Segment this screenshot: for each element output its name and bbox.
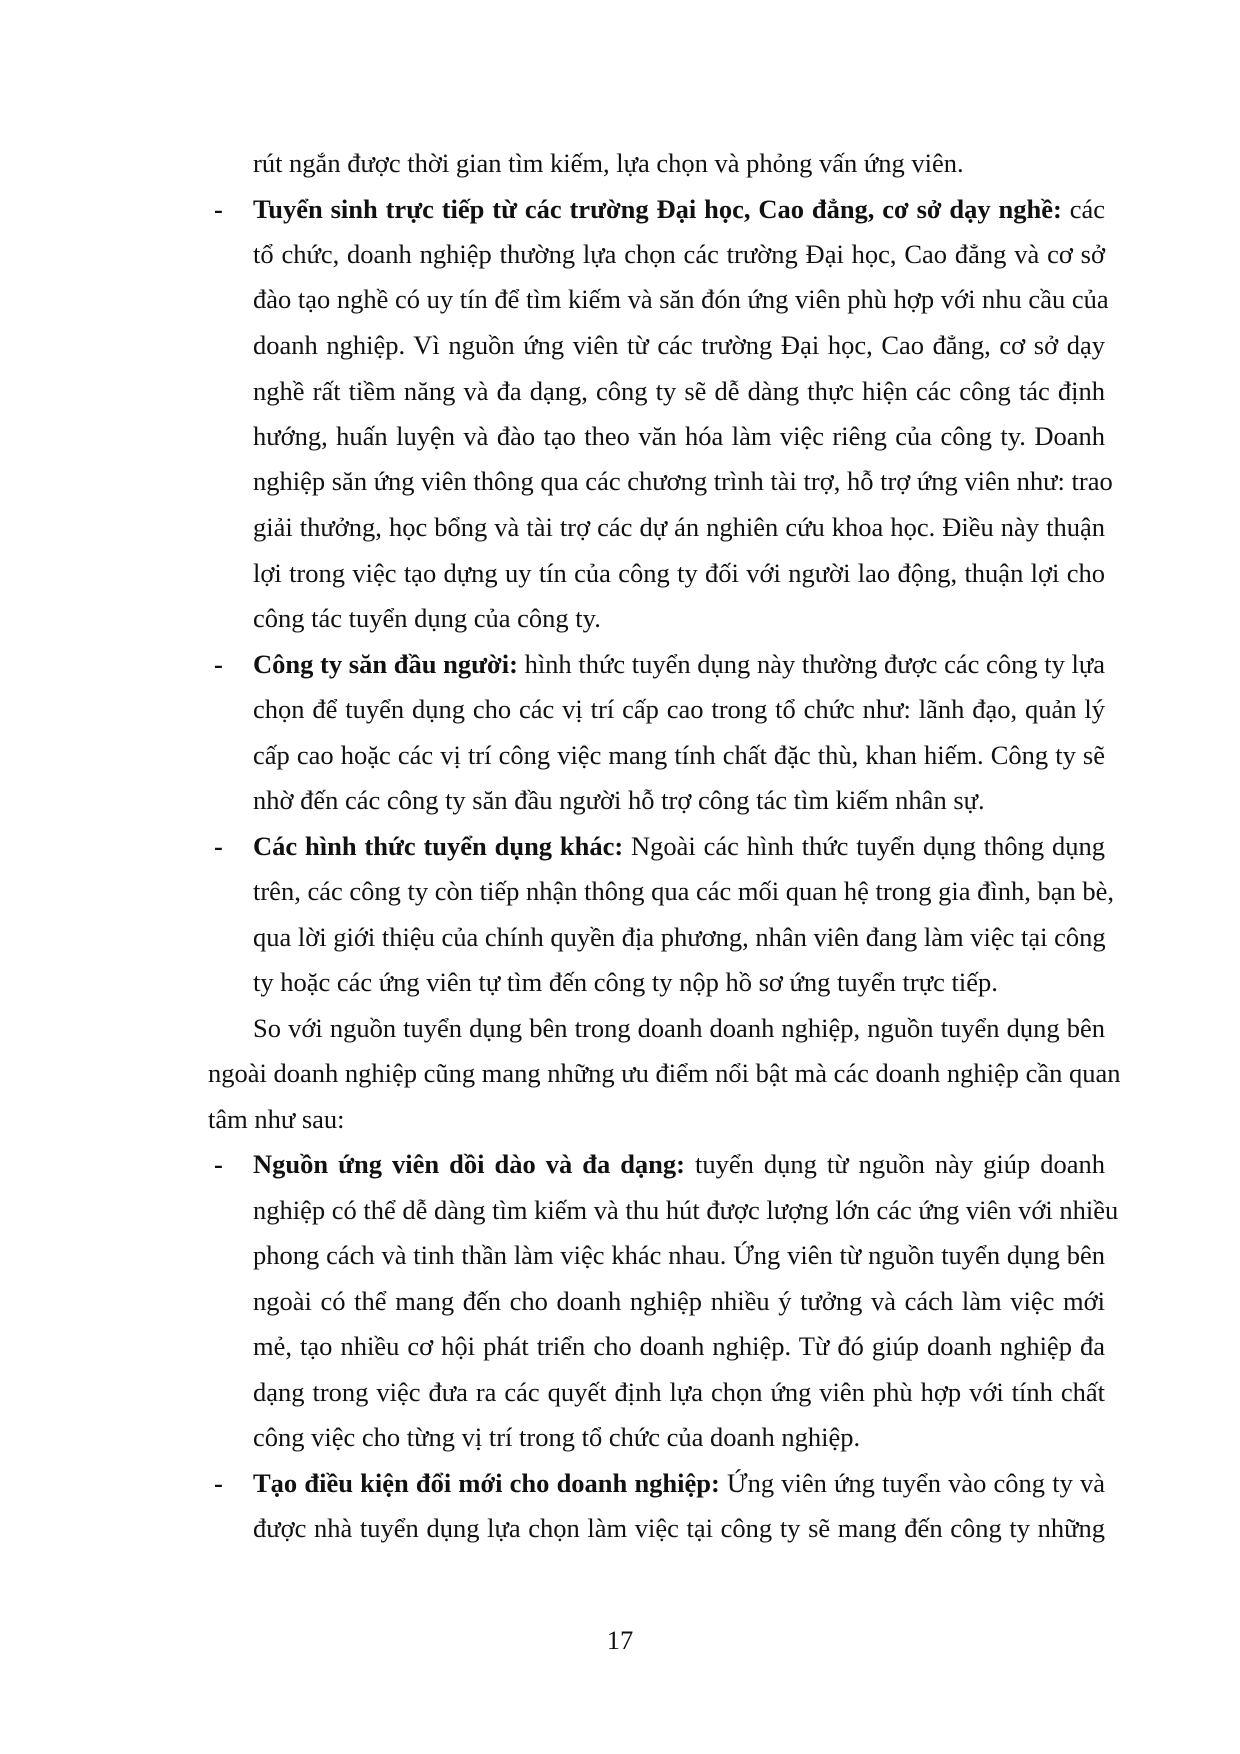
bullet-1-heading: Tuyển sinh trực tiếp từ các trường Đại học, Cao đẳng, cơ sở dạy nghề: — [253, 194, 1062, 224]
text-line: lợi trong việc tạo dựng uy tín của công ty đối với người lao động, thuận lợi cho — [253, 558, 1105, 588]
text-run: Ngoài các hình thức tuyển dụng thông dụng — [623, 831, 1105, 861]
text-line: nghiệp có thể dễ dàng tìm kiếm và thu hút được lượng lớn các ứng viên với nhiều — [253, 1195, 1119, 1225]
bullet-5-first-line — [253, 1468, 1105, 1498]
text-line: tâm như sau: — [208, 1104, 345, 1134]
text-line: rút ngắn được thời gian tìm kiếm, lựa chọn và phỏng vấn ứng viên. — [253, 148, 964, 178]
text-run: hình thức tuyển dụng này thường được các công ty lựa — [517, 649, 1106, 679]
text-line: nghề rất tiềm năng và đa dạng, công ty sẽ dễ dàng thực hiện các công tác định — [253, 376, 1105, 406]
text-line: ty hoặc các ứng viên tự tìm đến công ty nộp hồ sơ ứng tuyển trực tiếp. — [253, 967, 998, 997]
text-line: dạng trong việc đưa ra các quyết định lựa chọn ứng viên phù hợp với tính chất — [253, 1377, 1105, 1407]
text-line: ngoài doanh nghiệp cũng mang những ưu điểm nổi bật mà các doanh nghiệp cần quan — [208, 1058, 1121, 1088]
text-line: được nhà tuyển dụng lựa chọn làm việc tại công ty sẽ mang đến công ty những — [253, 1513, 1105, 1543]
bullet-2-first-line — [253, 649, 1105, 679]
text-line: mẻ, tạo nhiều cơ hội phát triển cho doanh nghiệp. Từ đó giúp doanh nghiệp đa — [253, 1331, 1105, 1361]
text-run: các — [1061, 194, 1105, 224]
text-line: cấp cao hoặc các vị trí công việc mang tính chất đặc thù, khan hiếm. Công ty sẽ — [253, 740, 1105, 770]
text-run: tuyển dụng từ nguồn này giúp doanh — [685, 1149, 1105, 1179]
text-line: nhờ đến các công ty săn đầu người hỗ trợ công tác tìm kiếm nhân sự. — [253, 785, 985, 815]
text-line: đào tạo nghề có uy tín để tìm kiếm và săn đón ứng viên phù hợp với nhu cầu của — [253, 284, 1109, 314]
bullet-4-heading: Nguồn ứng viên dồi dào và đa dạng: — [253, 1149, 685, 1179]
text-line: phong cách và tinh thần làm việc khác nhau. Ứng viên từ nguồn tuyển dụng bên — [253, 1240, 1105, 1270]
page-number: 17 — [606, 1625, 634, 1655]
text-line: trên, các công ty còn tiếp nhận thông qua các mối quan hệ trong gia đình, bạn bè, — [253, 876, 1114, 906]
text-line: hướng, huấn luyện và đào tạo theo văn hóa làm việc riêng của công ty. Doanh — [253, 421, 1105, 451]
text-line: giải thưởng, học bổng và tài trợ các dự án nghiên cứu khoa học. Điều này thuận — [253, 512, 1105, 542]
text-line: công tác tuyển dụng của công ty. — [253, 603, 601, 633]
bullet-dash: - — [214, 649, 223, 679]
text-line: nghiệp săn ứng viên thông qua các chương trình tài trợ, hỗ trợ ứng viên như: trao — [253, 466, 1113, 496]
bullet-5-heading: Tạo điều kiện đổi mới cho doanh nghiệp: — [253, 1468, 720, 1498]
bullet-dash: - — [214, 1468, 223, 1498]
text-line: ngoài có thể mang đến cho doanh nghiệp nhiều ý tưởng và cách làm việc mới — [253, 1286, 1105, 1316]
bullet-3-heading: Các hình thức tuyển dụng khác: — [253, 831, 624, 861]
bullet-3-first-line — [253, 831, 1105, 861]
bullet-1-first-line — [253, 194, 1105, 224]
text-line: doanh nghiệp. Vì nguồn ứng viên từ các trường Đại học, Cao đẳng, cơ sở dạy — [253, 330, 1105, 360]
bullet-2-heading: Công ty săn đầu người: — [253, 649, 518, 679]
paragraph-first-line: So với nguồn tuyển dụng bên trong doanh doanh nghiệp, nguồn tuyển dụng bên — [253, 1013, 1105, 1043]
text-line: công việc cho từng vị trí trong tổ chức của doanh nghiệp. — [253, 1422, 861, 1452]
text-line: chọn để tuyển dụng cho các vị trí cấp cao trong tổ chức như: lãnh đạo, quản lý — [253, 694, 1105, 724]
bullet-dash: - — [214, 831, 223, 861]
bullet-dash: - — [214, 1149, 223, 1179]
text-line: qua lời giới thiệu của chính quyền địa phương, nhân viên đang làm việc tại công — [253, 922, 1106, 952]
bullet-dash: - — [214, 194, 223, 224]
text-line: tổ chức, doanh nghiệp thường lựa chọn các trường Đại học, Cao đẳng và cơ sở — [253, 239, 1105, 269]
bullet-4-first-line — [253, 1149, 1105, 1179]
text-run: Ứng viên ứng tuyển vào công ty và — [719, 1468, 1106, 1498]
